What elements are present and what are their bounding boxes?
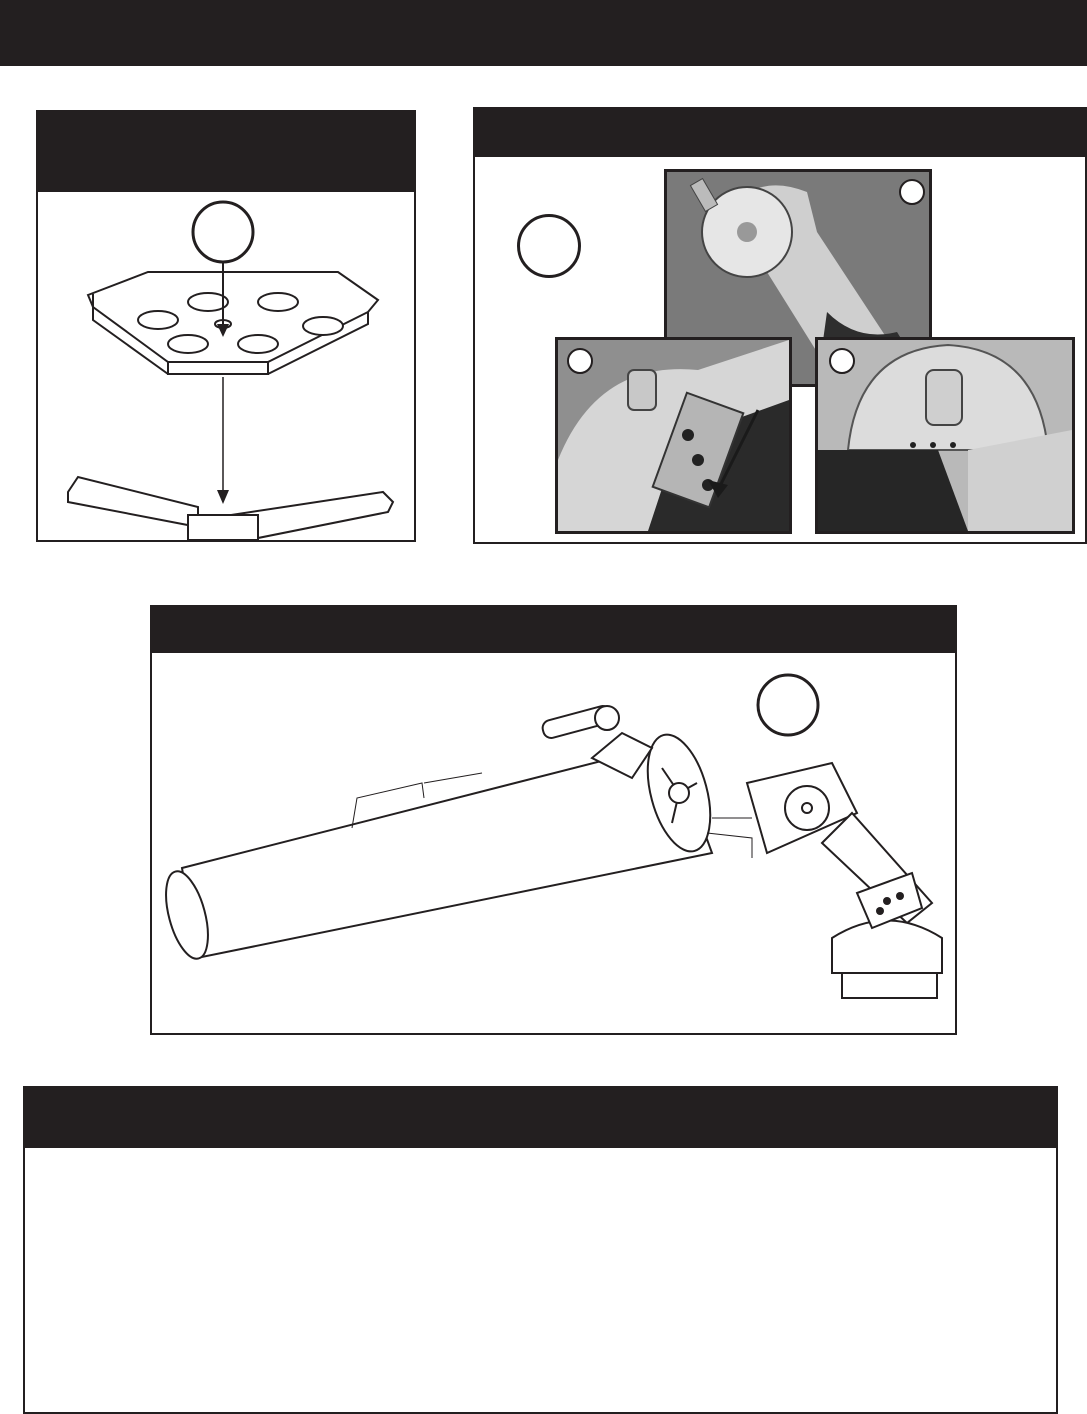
tripod-spreader — [68, 477, 198, 527]
tray-tripod-illustration — [38, 192, 414, 540]
notes-panel-header — [25, 1088, 1056, 1148]
figure-panel-tray-header — [38, 112, 414, 192]
photo-knob-slide — [555, 337, 792, 534]
notes-panel — [23, 1086, 1058, 1414]
mount-base — [832, 921, 942, 974]
step-marker — [193, 202, 253, 262]
tube-mount-illustration — [152, 653, 955, 1033]
step-marker — [517, 214, 581, 278]
figure-panel-mount-photos-header — [475, 109, 1085, 157]
notes-body — [25, 1148, 1056, 1188]
figure-panel-tube-mount — [150, 605, 957, 1035]
figure-panel-tray — [36, 110, 416, 542]
photo-marker — [899, 179, 925, 205]
photo-knob-tightened — [815, 337, 1075, 534]
arrow-down-icon — [217, 490, 229, 504]
photo-marker — [829, 348, 855, 374]
photo-marker — [567, 348, 593, 374]
page-header-bar — [0, 0, 1087, 66]
step-marker — [758, 675, 818, 735]
figure-panel-tube-mount-header — [152, 607, 955, 653]
figure-panel-mount-photos — [473, 107, 1087, 544]
